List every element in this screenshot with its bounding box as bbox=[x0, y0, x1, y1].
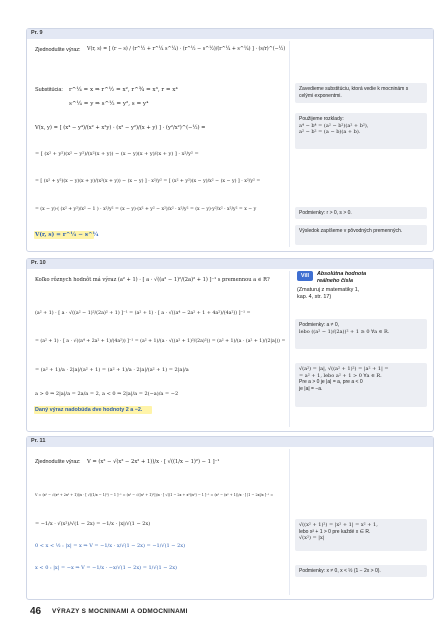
page-number: 46 bbox=[30, 606, 42, 617]
example-9-step-1: V(x, y) = [ (x⁴ − y⁴)/(x² + x²y) · (x² − y²)/(x + y) ] · (y²/x²)^(−½) = bbox=[35, 125, 206, 131]
reference-tag: Vill bbox=[297, 271, 313, 281]
example-11-step-1: V = (x² − √(x⁴ + 2x² + 1))/x · [ √((1/x − 1)²) − 1 ]⁻¹ = (x² − √((x² + 1)²))/x · [ √((1 − 2x + x²)/x²) − 1 ]⁻¹ = (x² − (x² + 1))/x · [ |1 − 2x|/x ]⁻¹ = bbox=[35, 493, 274, 497]
side-note-factorizations: Použijeme rozklady: a⁴ − b⁴ = (a² − b²)(a² + b²), a² − b² = (a − b)(a + b). bbox=[295, 113, 427, 149]
example-10-step-3: = (a² + 1)/a · 2|a|/(a² + 1) = (a² + 1)/a · 2|a|/(a² + 1) = 2|a|/a bbox=[35, 367, 189, 373]
reference-title-line-1: Absolútna hodnota bbox=[317, 271, 367, 277]
example-11-prompt: Zjednodušte výraz: bbox=[35, 459, 81, 465]
side-note-result-9: Výsledok zapíšeme v pôvodných premenných. bbox=[295, 225, 427, 245]
example-10-label: Pr. 10 bbox=[31, 260, 46, 266]
example-11-label: Pr. 11 bbox=[31, 438, 46, 444]
example-9-step-3: = [ (x² + y²)(x − y)(x + y)/(x²(x + y)) − (x − y) ] · x²/y² = [ (x² + y²)(x − y)/x² − (x − y) ] · x²/y² = bbox=[35, 179, 261, 184]
chapter-title: VÝRAZY S MOCNINAMI A ODMOCNINAMI bbox=[52, 608, 188, 615]
example-10-prompt: Koľko rôznych hodnôt má výraz (a² + 1) · [ a · √((a² − 1)²/(2a)² + 1) ]⁻¹ s premennou a ∈ R? bbox=[35, 277, 270, 283]
side-note-substitution: Zavedieme substitúciu, ktorá vedie k mocninám s celými exponentmi. bbox=[295, 83, 427, 103]
example-9-label: Pr. 9 bbox=[31, 30, 43, 36]
example-11-case-positive: 0 < x < ½ : |x| = x ⇒ V = −1/x · x/√(1 − 2x) = −1/√(1 − 2x) bbox=[35, 543, 186, 549]
example-11-step-2: = −1/x · √(x²)/√(1 − 2x) = −1/x · |x|/√(1 − 2x) bbox=[35, 521, 151, 527]
substitution-line-1: r^¼ = x ⇒ r^½ = x², r^¾ = x³, r = x⁴ bbox=[69, 87, 178, 93]
side-note-conditions-11: Podmienky: x ≠ 0, x < ½ (1 − 2x > 0). bbox=[295, 565, 427, 577]
side-note-absolute-value: √(a²) = |a|, √((a² + 1)²) = |a² + 1| = = a² + 1, lebo a² + 1 > 0 ∀a ∈ R. Pre a > 0 je |a| = a, pre a < 0 je |a| = −a. bbox=[295, 363, 427, 407]
reference-title-line-2: reálneho čísla bbox=[317, 278, 353, 284]
example-11-header-bar bbox=[27, 437, 433, 447]
example-10-result: Daný výraz nadobúda dve hodnoty 2 a −2. bbox=[35, 407, 143, 413]
substitution-label: Substitúcia: bbox=[35, 87, 63, 93]
example-9-panel bbox=[26, 28, 434, 252]
example-9-result: V(r, s) = r^¼ − s^¼ bbox=[35, 232, 99, 238]
example-9-expression: V(r, s) = [ (r − s) / (r^½ + r^¼ s^¼) · (r^½ − s^½)/(r^¼ + s^¼) ] · (s/r)^(−½) bbox=[87, 46, 286, 52]
example-10-step-1: (a² + 1) · [ a · √((a² − 1)²/(2a)² + 1) ]⁻¹ = (a² + 1) · [ a · √((a⁴ − 2a² + 1 + 4a²)/(4a²)) ]⁻¹ = bbox=[35, 311, 251, 316]
example-11-case-negative: x < 0 : |x| = −x ⇒ V = −1/x · −x/√(1 − 2x) = 1/√(1 − 2x) bbox=[35, 565, 177, 571]
reference-source-line-1: (Zmaturuj z matematiky 1, bbox=[297, 287, 360, 293]
example-10-header-bar bbox=[27, 259, 433, 269]
example-10-panel bbox=[26, 258, 434, 432]
example-11-expression: V = (x² − √(x² − 2x² + 1))/x · [ √((1/x − 1)²) − 1 ]⁻¹ bbox=[87, 459, 220, 465]
reference-source-line-2: kap. 4, str. 17) bbox=[297, 294, 332, 300]
example-9-step-4: = (x − y)·( (x² + y²)/x² − 1 ) · x²/y² = (x − y)·(x² + y² − x²)/x² · x²/y² = (x − y)·y²/x² · x²/y² = x − y bbox=[35, 207, 257, 212]
example-11-panel bbox=[26, 436, 434, 600]
example-9-prompt: Zjednodušte výraz: bbox=[35, 47, 81, 53]
example-9-step-2: = [ (x² + y²)(x² − y²)/(x²(x + y)) − (x − y)(x + y)/(x + y) ] · x²/y² = bbox=[35, 151, 199, 157]
example-9-header-bar bbox=[27, 29, 433, 39]
side-note-conditions-9: Podmienky: r > 0, s > 0. bbox=[295, 207, 427, 219]
example-10-step-2: = (a² + 1) · [ a · √((a⁴ + 2a² + 1)/(4a²)) ]⁻¹ = (a² + 1)/(a · √((a² + 1)²/(2a)²)) = (a² + 1)/(a · (a² + 1)/(2|a|)) = bbox=[35, 339, 286, 344]
substitution-line-2: s^¼ = y ⇒ s^½ = y², s = y⁴ bbox=[69, 101, 149, 107]
example-10-step-4: a > 0 ⇒ 2|a|/a = 2a/a = 2, a < 0 ⇒ 2|a|/a = 2(−a)/a = −2 bbox=[35, 391, 179, 397]
side-note-conditions-10: Podmienky: a ≠ 0, lebo ((a² − 1)/(2a))² + 1 ≥ 0 ∀a ∈ R. bbox=[295, 319, 427, 349]
side-note-square-roots: √((x² + 1)²) = |x² + 1| = x² + 1, lebo x² + 1 > 0 pre každé x ∈ R. √(x²) = |x| bbox=[295, 519, 427, 551]
